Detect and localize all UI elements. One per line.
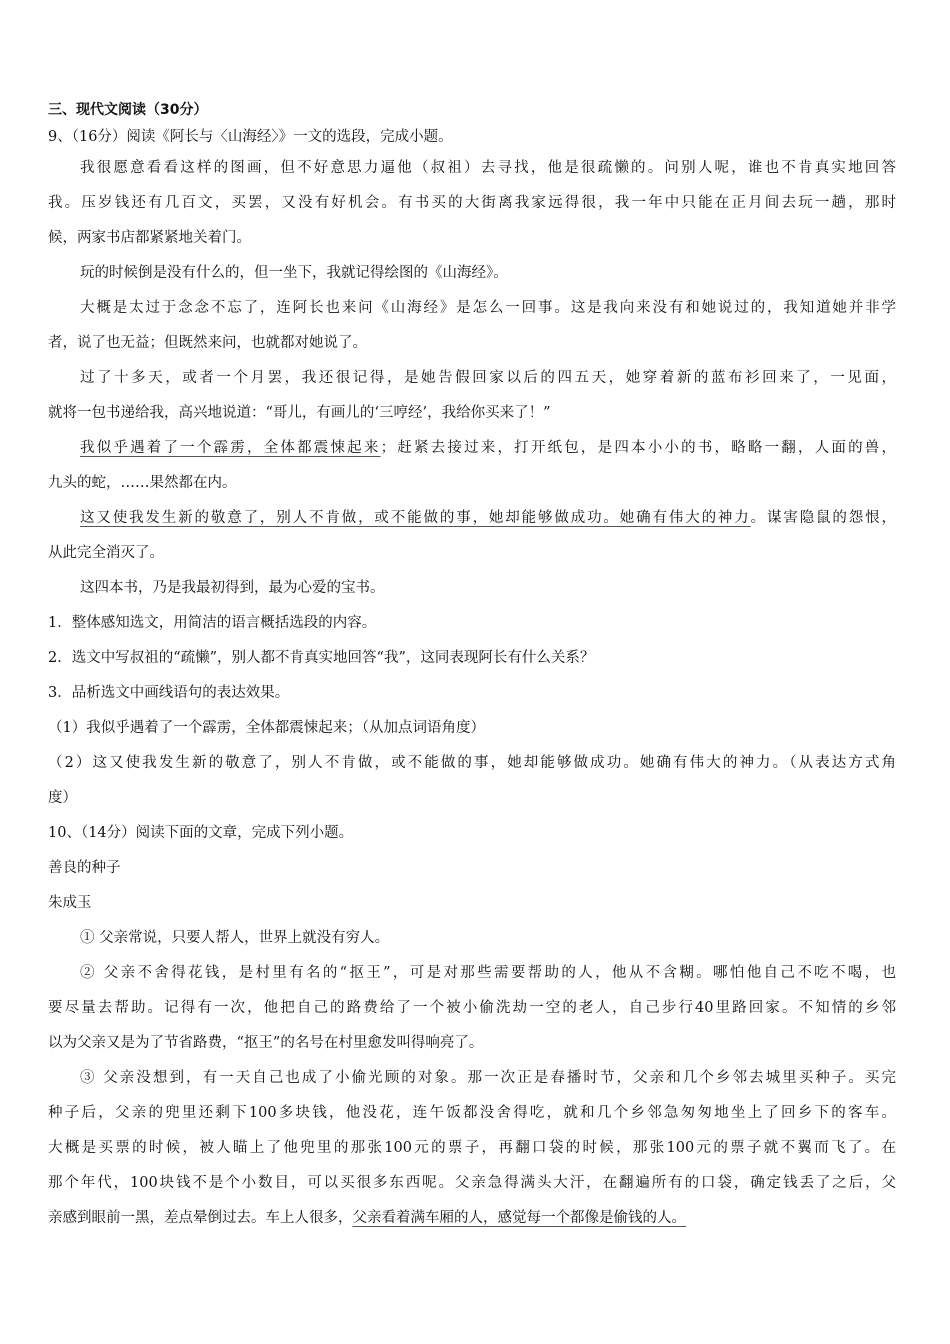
- text-segment: 九头的蛇，……果然都在内。: [48, 475, 237, 491]
- text-segment: 1．整体感知选文，用简洁的语言概括选段的内容。: [48, 615, 377, 631]
- text-segment: （2）这又使我发生新的敬意了，别人不肯做，或不能做的事，她却能够做成功。她确有伟大的神力。（从表达方式角: [48, 755, 896, 771]
- text-segment: 过了十多天，或者一个月罢，我还很记得，是她告假回家以后的四五天，她穿着新的蓝布衫回来了，一见面，: [80, 370, 896, 386]
- text-segment: 善良的种子: [48, 860, 121, 876]
- text-line: [48, 221, 896, 256]
- text-segment: 候，两家书店都紧紧地关着门。: [48, 230, 251, 246]
- text-segment: 。谋害隐鼠的怨恨，: [750, 510, 896, 526]
- question-item: [48, 641, 896, 676]
- text-segment: 3．品析选文中画线语句的表达效果。: [48, 685, 290, 701]
- text-segment: 大概是买票的时候，被人瞄上了他兜里的那张100元的票子，再翻口袋的时候，那张100元的票子就不翼而飞了。在: [48, 1140, 896, 1156]
- text-line: [48, 361, 896, 396]
- question-item: [48, 711, 896, 746]
- text-line: [48, 291, 896, 326]
- text-segment: 大概是太过于念念不忘了，连阿长也来问《山海经》是怎么一回事。这是我向来没有和她说过的，我知道她并非学: [80, 300, 896, 316]
- question-item: [48, 746, 896, 816]
- question-item: [48, 816, 896, 851]
- paragraph: [48, 256, 896, 291]
- underlined-sentence: 我似乎遇着了一个霹雳，全体都震悚起来: [80, 440, 381, 456]
- question-item: [48, 676, 896, 711]
- text-segment: 玩的时候倒是没有什么的，但一坐下，我就记得绘图的《山海经》。: [80, 265, 508, 281]
- text-segment: 种子后，父亲的兜里还剩下100多块钱，他没花，连午饭都没舍得吃，就和几个乡邻急匆匆地坐上了回乡下的客车。: [48, 1105, 896, 1121]
- text-line: [48, 151, 896, 186]
- paragraph: [48, 291, 896, 361]
- paragraph: [48, 1061, 896, 1236]
- text-segment: ① 父亲常说，只要人帮人，世界上就没有穷人。: [80, 930, 390, 946]
- text-line: [48, 396, 896, 431]
- text-segment: ③ 父亲没想到，有一天自己也成了小偷光顾的对象。那一次正是春播时节，父亲和几个乡邻去城里买种子。买完: [80, 1070, 896, 1086]
- underlined-sentence: 这又使我发生新的敬意了，别人不肯做，或不能做的事，她却能够做成功。她确有伟大的神力: [80, 510, 751, 526]
- text-line: [48, 326, 896, 361]
- text-line: [48, 1026, 896, 1061]
- text-segment: 那个年代，100块钱不是个小数目，可以买很多东西呢。父亲急得满头大汗，在翻遍所有的口袋，确定钱丢了之后，父: [48, 1175, 896, 1191]
- text-line: [48, 711, 896, 746]
- text-segment: 这四本书，乃是我最初得到，最为心爱的宝书。: [80, 580, 385, 596]
- text-line: [48, 641, 896, 676]
- text-line: [48, 186, 896, 221]
- text-segment: ② 父亲不舍得花钱，是村里有名的“抠王”，可是对那些需要帮助的人，他从不含糊。哪怕他自己不吃不喝，也: [80, 965, 896, 981]
- text-line: [48, 1201, 896, 1236]
- text-line: [48, 781, 896, 816]
- question-9-subquestions: [48, 606, 896, 921]
- text-line: [48, 536, 896, 571]
- text-line: [48, 746, 896, 781]
- text-line: [48, 431, 896, 466]
- text-line: [48, 1096, 896, 1131]
- text-segment: ；赶紧去接过来，打开纸包，是四本小小的书，略略一翻，人面的兽，: [380, 440, 896, 456]
- text-line: [48, 816, 896, 851]
- passage-kind-seeds: [48, 921, 896, 1236]
- paragraph: [48, 501, 896, 571]
- passage-ah-chang-excerpt: [48, 151, 896, 606]
- question-item: [48, 606, 896, 641]
- text-segment: 要尽量去帮助。记得有一次，他把自己的路费给了一个被小偷洗劫一空的老人，自己步行40里路回家。不知情的乡邻: [48, 1000, 896, 1016]
- text-segment: 2．选文中写叔祖的“疏懒”，别人都不肯真实地回答“我”，这同表现阿长有什么关系？: [48, 650, 595, 666]
- question-item: [48, 886, 896, 921]
- text-line: [48, 851, 896, 886]
- text-segment: 度）: [48, 790, 77, 806]
- text-line: [48, 466, 896, 501]
- text-segment: 亲感到眼前一黑，差点晕倒过去。车上人很多，: [48, 1210, 353, 1226]
- underlined-sentence: 父亲看着满车厢的人，感觉每一个都像是偷钱的人。: [352, 1210, 686, 1226]
- text-line: [48, 991, 896, 1026]
- text-segment: 从此完全消灭了。: [48, 545, 164, 561]
- exam-page: [48, 97, 896, 1236]
- text-line: [48, 886, 896, 921]
- paragraph: [48, 956, 896, 1061]
- text-segment: 我。压岁钱还有几百文，买罢，又没有好机会。有书买的大街离我家远得很，我一年中只能在正月间去玩一趟，那时: [48, 195, 896, 211]
- text-line: [48, 1061, 896, 1096]
- text-segment: 以为父亲又是为了节省路费，“抠王”的名号在村里愈发叫得响亮了。: [48, 1035, 484, 1051]
- paragraph: [48, 921, 896, 956]
- text-line: [48, 501, 896, 536]
- text-line: [48, 676, 896, 711]
- text-line: [48, 256, 896, 291]
- text-line: [48, 1131, 896, 1166]
- paragraph: [48, 151, 896, 256]
- text-line: [48, 1166, 896, 1201]
- paragraph: [48, 361, 896, 431]
- section-heading: 三、现代文阅读（30分）: [48, 102, 208, 118]
- text-line: [48, 921, 896, 956]
- text-line: [48, 606, 896, 641]
- paragraph: [48, 571, 896, 606]
- text-segment: 10、（14分）阅读下面的文章，完成下列小题。: [48, 825, 354, 841]
- text-segment: 就将一包书递给我，高兴地说道：“哥儿，有画儿的‘三哼经’，我给你买来了！”: [48, 405, 551, 421]
- text-segment: 我很愿意看看这样的图画，但不好意思力逼他（叔祖）去寻找，他是很疏懒的。问别人呢，谁也不肯真实地回答: [80, 160, 896, 176]
- question-item: [48, 851, 896, 886]
- text-line: [48, 956, 896, 991]
- text-segment: 朱成玉: [48, 895, 92, 911]
- question-9-intro: 9、（16分）阅读《阿长与〈山海经〉》一文的选段，完成小题。: [48, 129, 453, 145]
- paragraph: [48, 431, 896, 501]
- text-line: [48, 571, 896, 606]
- text-segment: 者，说了也无益；但既然来问，也就都对她说了。: [48, 335, 367, 351]
- text-segment: （1）我似乎遇着了一个霹雳，全体都震悚起来；（从加点词语角度）: [48, 720, 485, 736]
